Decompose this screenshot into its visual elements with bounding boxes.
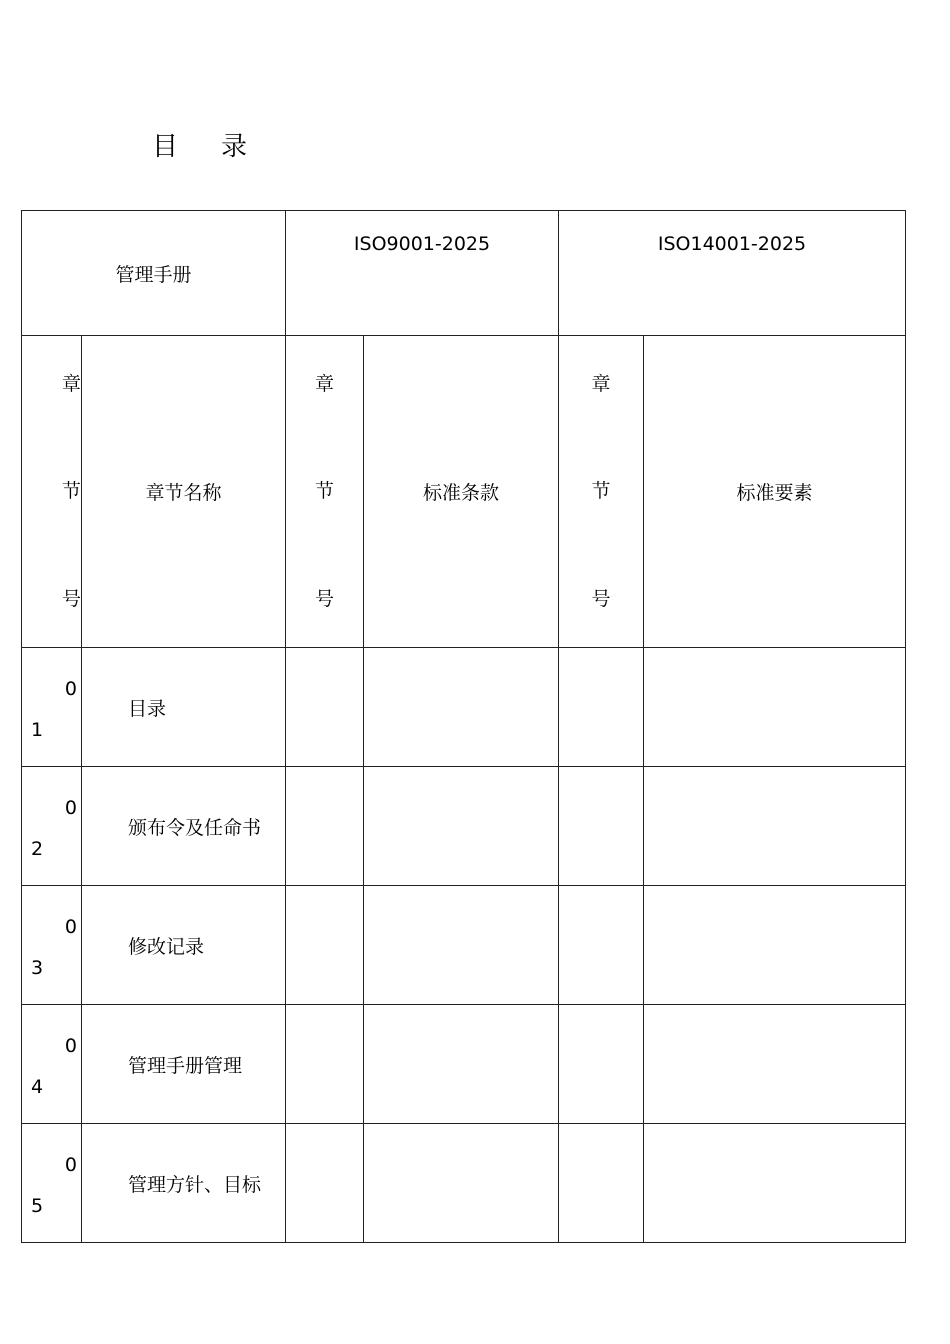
iso14001-no-cell [559, 1124, 644, 1243]
table-row [22, 1005, 906, 1124]
iso9001-clause-cell [364, 886, 559, 1005]
manual-section-no-header [22, 336, 82, 648]
table-row [22, 1124, 906, 1243]
iso14001-element-cell [644, 767, 906, 886]
section-no-char: 节 [61, 480, 81, 502]
section-number: 0 3 [22, 886, 82, 1005]
section-no-char: 号 [61, 587, 81, 610]
section-no-char: 节 [315, 480, 335, 502]
standard-clause-header: 标准条款 [364, 336, 559, 648]
iso9001-no-cell [286, 1005, 364, 1124]
iso14001-header: ISO14001-2025 [559, 211, 906, 336]
iso14001-element-cell [644, 1005, 906, 1124]
table-row [22, 886, 906, 1005]
iso9001-clause-cell [364, 1005, 559, 1124]
manual-header: 管理手册 [22, 211, 286, 336]
section-number: 0 4 [22, 1005, 82, 1124]
section-no-char: 号 [591, 587, 611, 610]
iso9001-clause-cell [364, 1124, 559, 1243]
section-no-char: 节 [591, 480, 611, 502]
iso14001-element-cell [644, 1124, 906, 1243]
group-header-row [22, 211, 906, 336]
iso14001-element-cell [644, 648, 906, 767]
iso14001-section-no-header [559, 336, 644, 648]
iso9001-no-cell [286, 648, 364, 767]
iso14001-no-cell [559, 648, 644, 767]
iso9001-header: ISO9001-2025 [286, 211, 559, 336]
iso14001-no-cell [559, 886, 644, 1005]
iso14001-element-cell [644, 886, 906, 1005]
iso9001-no-cell [286, 767, 364, 886]
section-number: 0 5 [22, 1124, 82, 1243]
section-name: 修改记录 [82, 886, 286, 1005]
section-name: 目录 [82, 648, 286, 767]
section-no-char: 章 [61, 372, 81, 395]
iso14001-no-cell [559, 767, 644, 886]
section-number: 0 2 [22, 767, 82, 886]
sub-header-row [22, 336, 906, 648]
iso14001-no-cell [559, 1005, 644, 1124]
standard-element-header: 标准要素 [644, 336, 906, 648]
section-no-char: 章 [591, 372, 611, 395]
section-number: 0 1 [22, 648, 82, 767]
table-row [22, 648, 906, 767]
toc-table [21, 210, 906, 1243]
section-name: 管理方针、目标 [82, 1124, 286, 1243]
section-name: 颁布令及任命书 [82, 767, 286, 886]
iso9001-clause-cell [364, 648, 559, 767]
table-row [22, 767, 906, 886]
section-no-char: 章 [315, 372, 335, 395]
iso9001-no-cell [286, 886, 364, 1005]
section-name: 管理手册管理 [82, 1005, 286, 1124]
iso9001-section-no-header [286, 336, 364, 648]
page-title: 目 录 [152, 132, 250, 162]
iso9001-no-cell [286, 1124, 364, 1243]
section-no-char: 号 [315, 587, 335, 610]
iso9001-clause-cell [364, 767, 559, 886]
section-name-header: 章节名称 [82, 336, 286, 648]
